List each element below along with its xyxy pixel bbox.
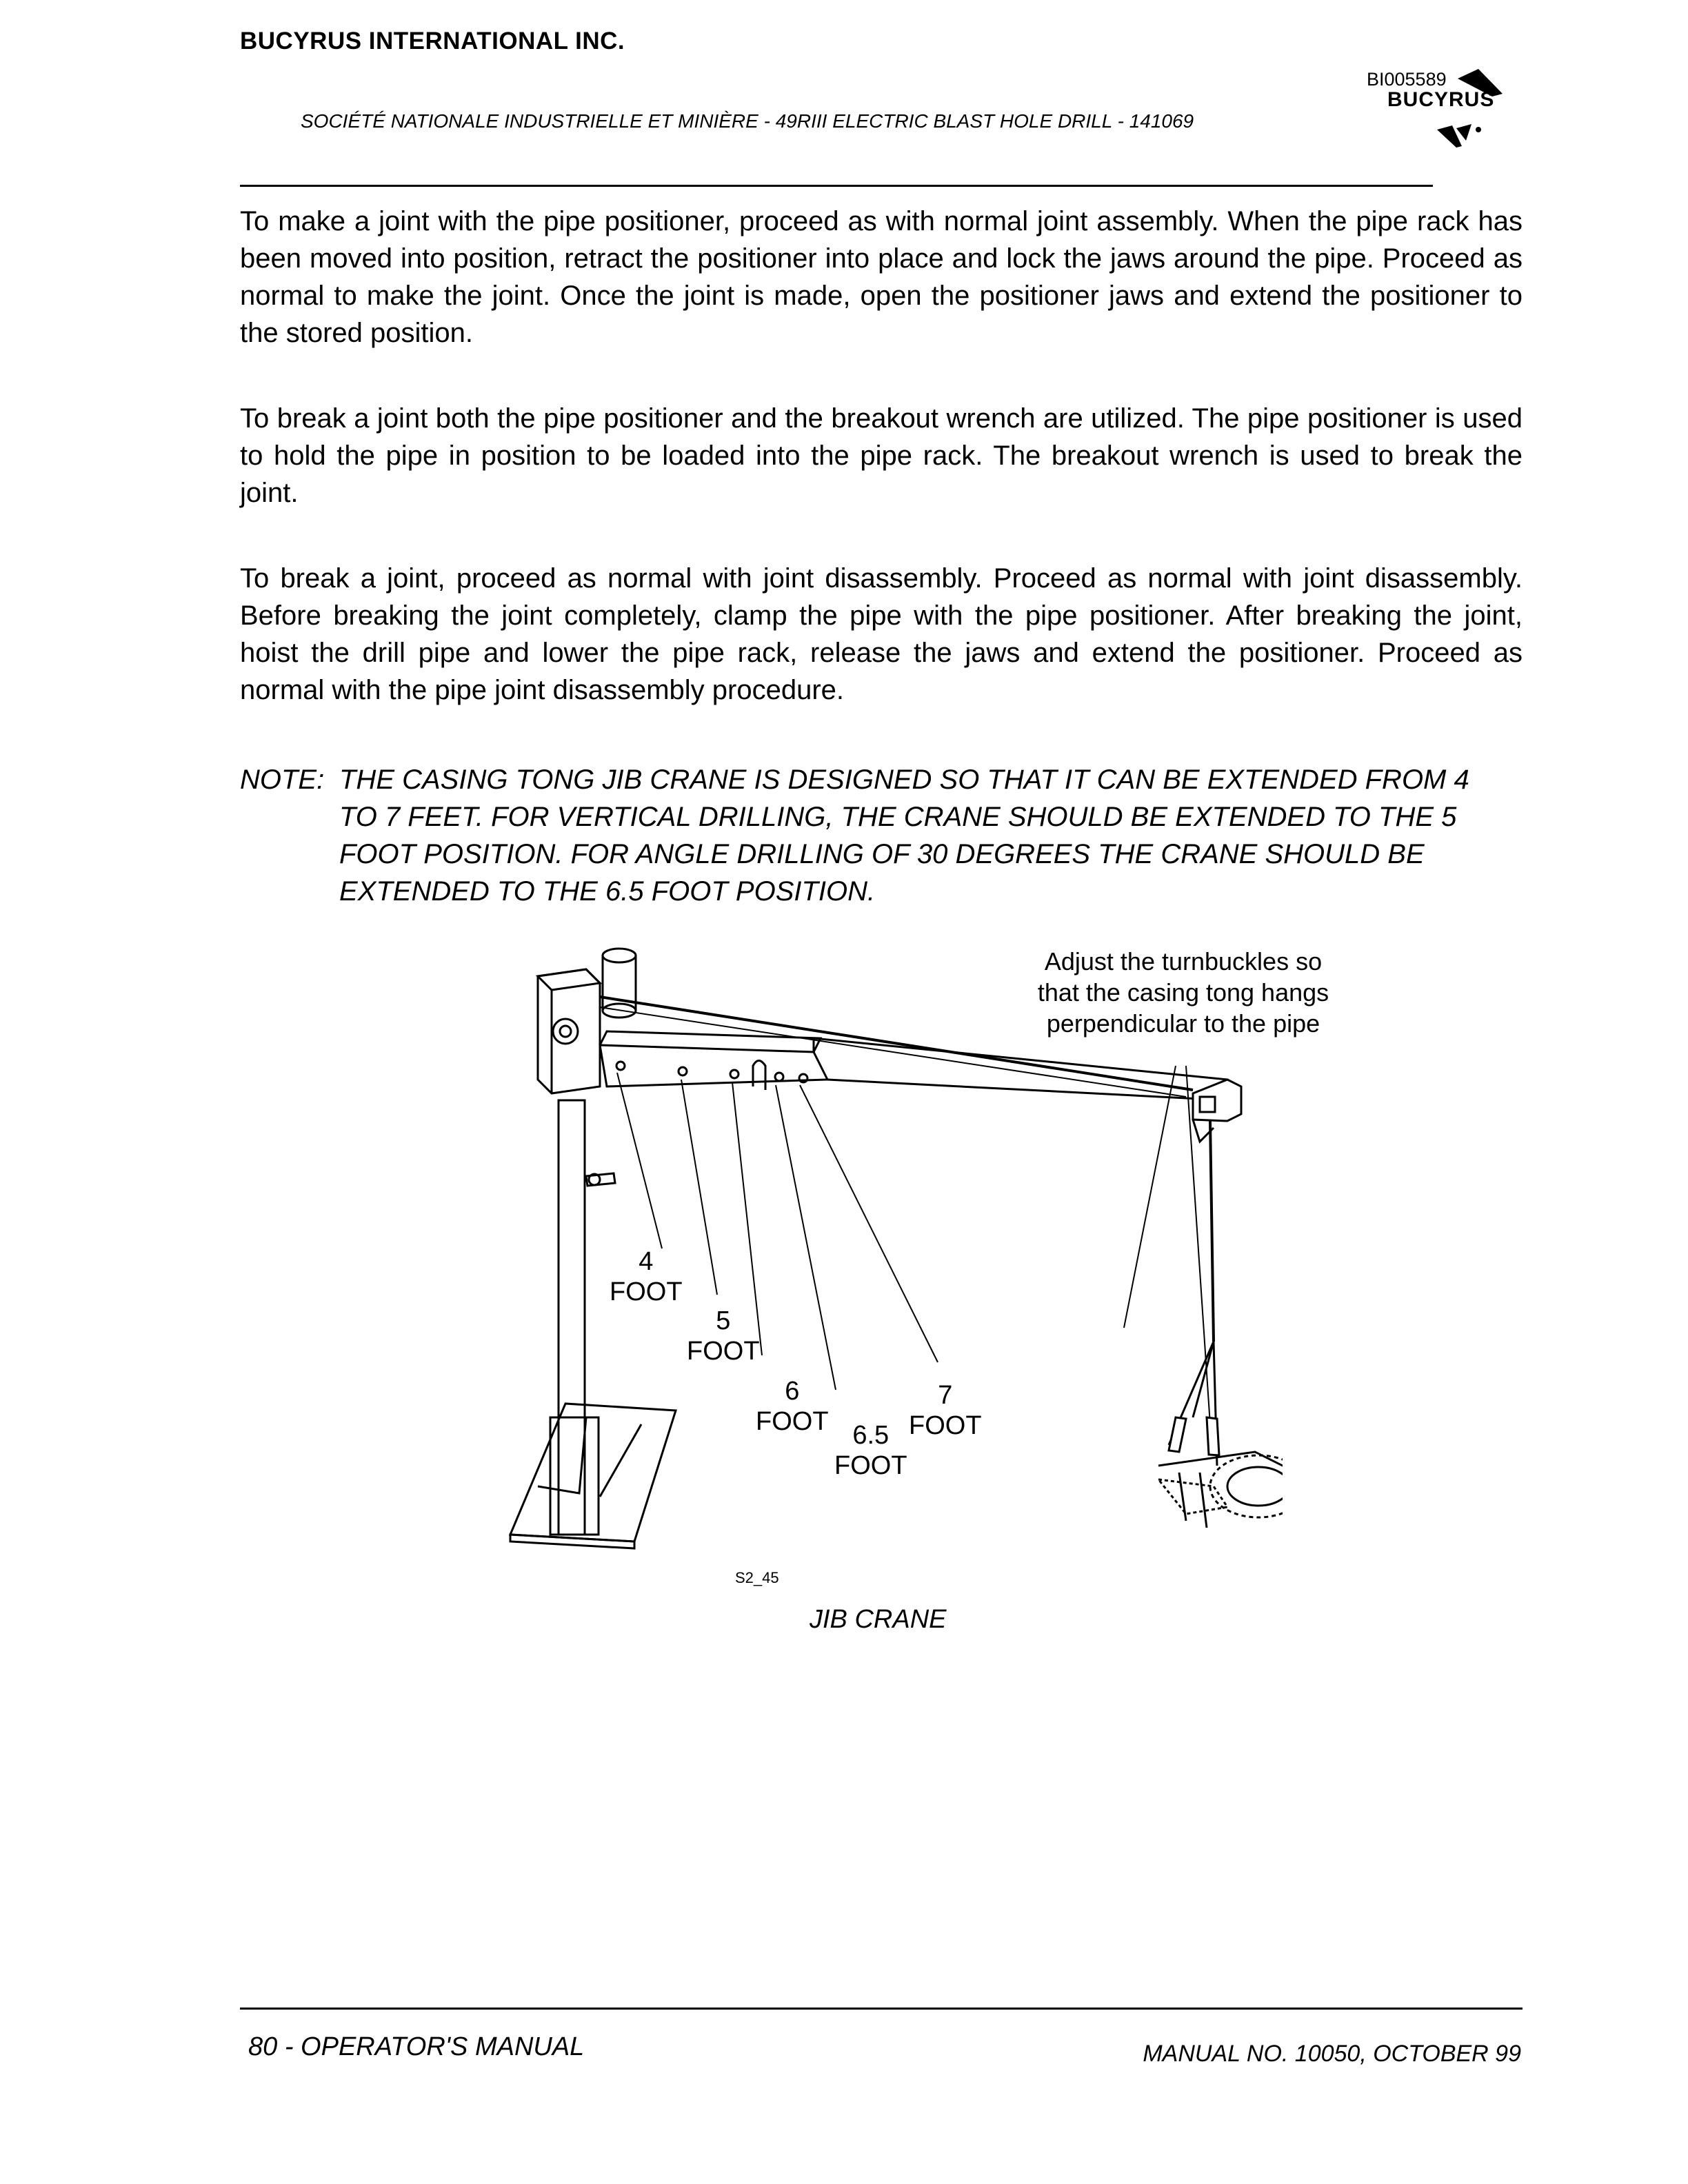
document-id: BI005589 <box>1367 69 1447 90</box>
label-6-5-number: 6.5 <box>852 1421 890 1450</box>
label-7-foot <box>909 1380 982 1441</box>
figure-caption: JIB CRANE <box>810 1605 947 1634</box>
label-6-foot <box>756 1376 829 1437</box>
paragraph-make-joint: To make a joint with the pipe positioner, proceed as with normal joint assembly. When the pipe rack has been moved into position, retract the positioner into place and lock the jaws around the pipe. Proceed as normal to make the joint. Once the joint is made, open the positioner jaws and extend the positioner to the stored position. <box>240 206 1523 348</box>
footer-divider <box>240 2008 1523 2010</box>
footer-manual-number: MANUAL NO. 10050, OCTOBER 99 <box>1143 2041 1521 2067</box>
document-subtitle: SOCIÉTÉ NATIONALE INDUSTRIELLE ET MINIÈRE - 49RIII ELECTRIC BLAST HOLE DRILL - 141069 <box>301 110 1194 132</box>
figure-code: S2_45 <box>735 1569 779 1586</box>
turnbuckle-callout: Adjust the turnbuckles so that the casing tong hangs perpendicular to the pipe <box>1037 947 1329 1038</box>
brand-name: BUCYRUS <box>1387 88 1495 111</box>
label-7-unit: FOOT <box>909 1411 982 1440</box>
footer-page-label: 80 - OPERATOR'S MANUAL <box>248 2032 585 2061</box>
note-text: THE CASING TONG JIB CRANE IS DESIGNED SO THAT IT CAN BE EXTENDED FROM 4 TO 7 FEET. FOR VERTICAL DRILLING, THE CRANE SHOULD BE EXTENDED TO THE 5 FOOT POSITION. FOR ANGLE DRILLING OF 30 DEGREES THE CRANE SHOULD BE EXTENDED TO THE 6.5 FOOT POSITION. <box>339 765 1469 907</box>
label-4-unit: FOOT <box>610 1277 683 1306</box>
label-6-unit: FOOT <box>756 1407 829 1436</box>
label-5-number: 5 <box>716 1306 731 1335</box>
label-5-unit: FOOT <box>687 1337 760 1366</box>
company-name: BUCYRUS INTERNATIONAL INC. <box>240 28 625 54</box>
header-divider <box>240 185 1433 187</box>
label-6-number: 6 <box>785 1377 800 1406</box>
label-4-number: 4 <box>639 1247 654 1276</box>
label-5-foot <box>687 1306 760 1366</box>
paragraph-break-joint-tools: To break a joint both the pipe positioner and the breakout wrench are utilized. The pipe positioner is used to hold the pipe in position to be loaded into the pipe rack. The breakout wrench is used to break the joint. <box>240 403 1523 508</box>
label-6-5-unit: FOOT <box>834 1451 907 1480</box>
label-4-foot <box>610 1246 683 1307</box>
note-label: NOTE: <box>240 765 325 795</box>
label-6-5-foot <box>834 1420 907 1481</box>
paragraph-break-joint-procedure: To break a joint, proceed as normal with joint disassembly. Proceed as normal with joint disassembly. Before breaking the joint completely, clamp the pipe with the pipe positioner. After breaking the joint, hoist the drill pipe and lower the pipe rack, release the jaws and extend the positioner. Proceed as normal with the pipe joint disassembly procedure. <box>240 563 1523 705</box>
label-7-number: 7 <box>938 1381 953 1410</box>
